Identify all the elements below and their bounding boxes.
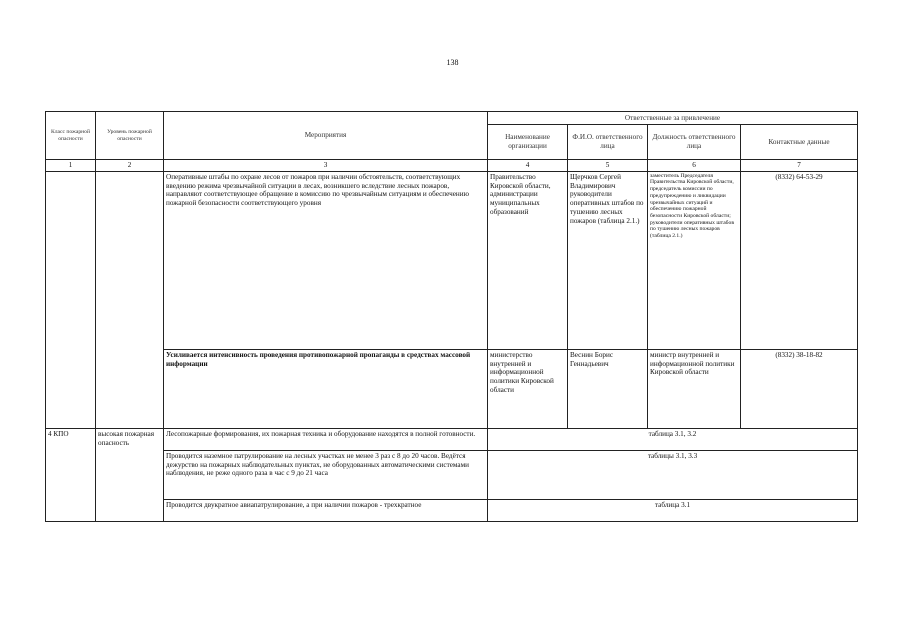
measure-cell: Оперативные штабы по охране лесов от пожаров при наличии обстоятельств, соответствующих введению режима чрезвычайной ситуации в лесах, возникшего вследствие лесных пожаров, направляют соответствующее обращение в комиссию по чрезвычайным ситуациям и обеспечению пожарной безопасности соответствующего уровня bbox=[164, 171, 488, 349]
class-cell: 4 КПО bbox=[46, 428, 96, 521]
fire-danger-measures-table bbox=[45, 111, 858, 522]
org-cell: Правительство Кировской области, администрации муниципальных образований bbox=[488, 171, 568, 349]
table-row bbox=[46, 428, 858, 450]
table-reference: таблицы 3.1, 3.3 bbox=[488, 450, 858, 499]
table-row bbox=[46, 499, 858, 521]
column-number-row bbox=[46, 160, 858, 172]
level-cell-empty bbox=[96, 171, 164, 428]
header-class: Класс пожарной опасности bbox=[46, 112, 96, 160]
column-number: 3 bbox=[164, 160, 488, 172]
level-cell: высокая пожарная опасность bbox=[96, 428, 164, 521]
header-contacts: Контактные данные bbox=[741, 125, 858, 160]
table-reference: таблица 3.1 bbox=[488, 499, 858, 521]
contacts-cell: (8332) 64-53-29 bbox=[741, 171, 858, 349]
table-reference: таблица 3.1, 3.2 bbox=[488, 428, 858, 450]
header-fio: Ф.И.О. ответственного лица bbox=[568, 125, 648, 160]
measure-cell: Проводится наземное патрулирование на лесных участках не менее 3 раз с 8 до 20 часов. Ведётся дежурство на пожарных наблюдательных пунктах, не оборудованных автоматическими системами наблюдения, не реже одного раза в час с 9 до 21 часа bbox=[164, 450, 488, 499]
table-row bbox=[46, 171, 858, 349]
column-number: 2 bbox=[96, 160, 164, 172]
column-number: 6 bbox=[648, 160, 741, 172]
header-measures: Мероприятия bbox=[164, 112, 488, 160]
position-cell: заместитель Председателя Правительства Кировской области, председатель комиссии по предупреждению и ликвидации чрезвычайных ситуаций и обеспечению пожарной безопасности Кировской области; руководители оперативных штабов по тушению лесных пожаров (таблица 2.1.) bbox=[648, 171, 741, 349]
fio-cell: Щерчков Сергей Владимирович руководители оперативных штабов по тушению лесных пожаров (таблица 2.1.) bbox=[568, 171, 648, 349]
column-number: 4 bbox=[488, 160, 568, 172]
measure-cell: Лесопожарные формирования, их пожарная техника и оборудование находятся в полной готовности. bbox=[164, 428, 488, 450]
org-cell: министерство внутренней и информационной политики Кировской области bbox=[488, 349, 568, 428]
class-cell-empty bbox=[46, 171, 96, 428]
measure-cell: Проводится двукратное авиапатрулирование, а при наличии пожаров - трехкратное bbox=[164, 499, 488, 521]
column-number: 5 bbox=[568, 160, 648, 172]
header-org-name: Наименование организации bbox=[488, 125, 568, 160]
column-number: 7 bbox=[741, 160, 858, 172]
header-responsible-group: Ответственные за привлечение bbox=[488, 112, 858, 125]
table-row bbox=[46, 450, 858, 499]
page-number: 138 bbox=[446, 58, 459, 67]
position-cell: министр внутренней и информационной политики Кировской области bbox=[648, 349, 741, 428]
contacts-cell: (8332) 38-18-82 bbox=[741, 349, 858, 428]
table-row bbox=[46, 349, 858, 428]
header-position: Должность ответственного лица bbox=[648, 125, 741, 160]
fio-cell: Веснин Борис Геннадьевич bbox=[568, 349, 648, 428]
measure-cell: Усиливается интенсивность проведения противопожарной пропаганды в средствах массовой информации bbox=[164, 349, 488, 428]
header-level: Уровень пожарной опасности bbox=[96, 112, 164, 160]
column-number: 1 bbox=[46, 160, 96, 172]
